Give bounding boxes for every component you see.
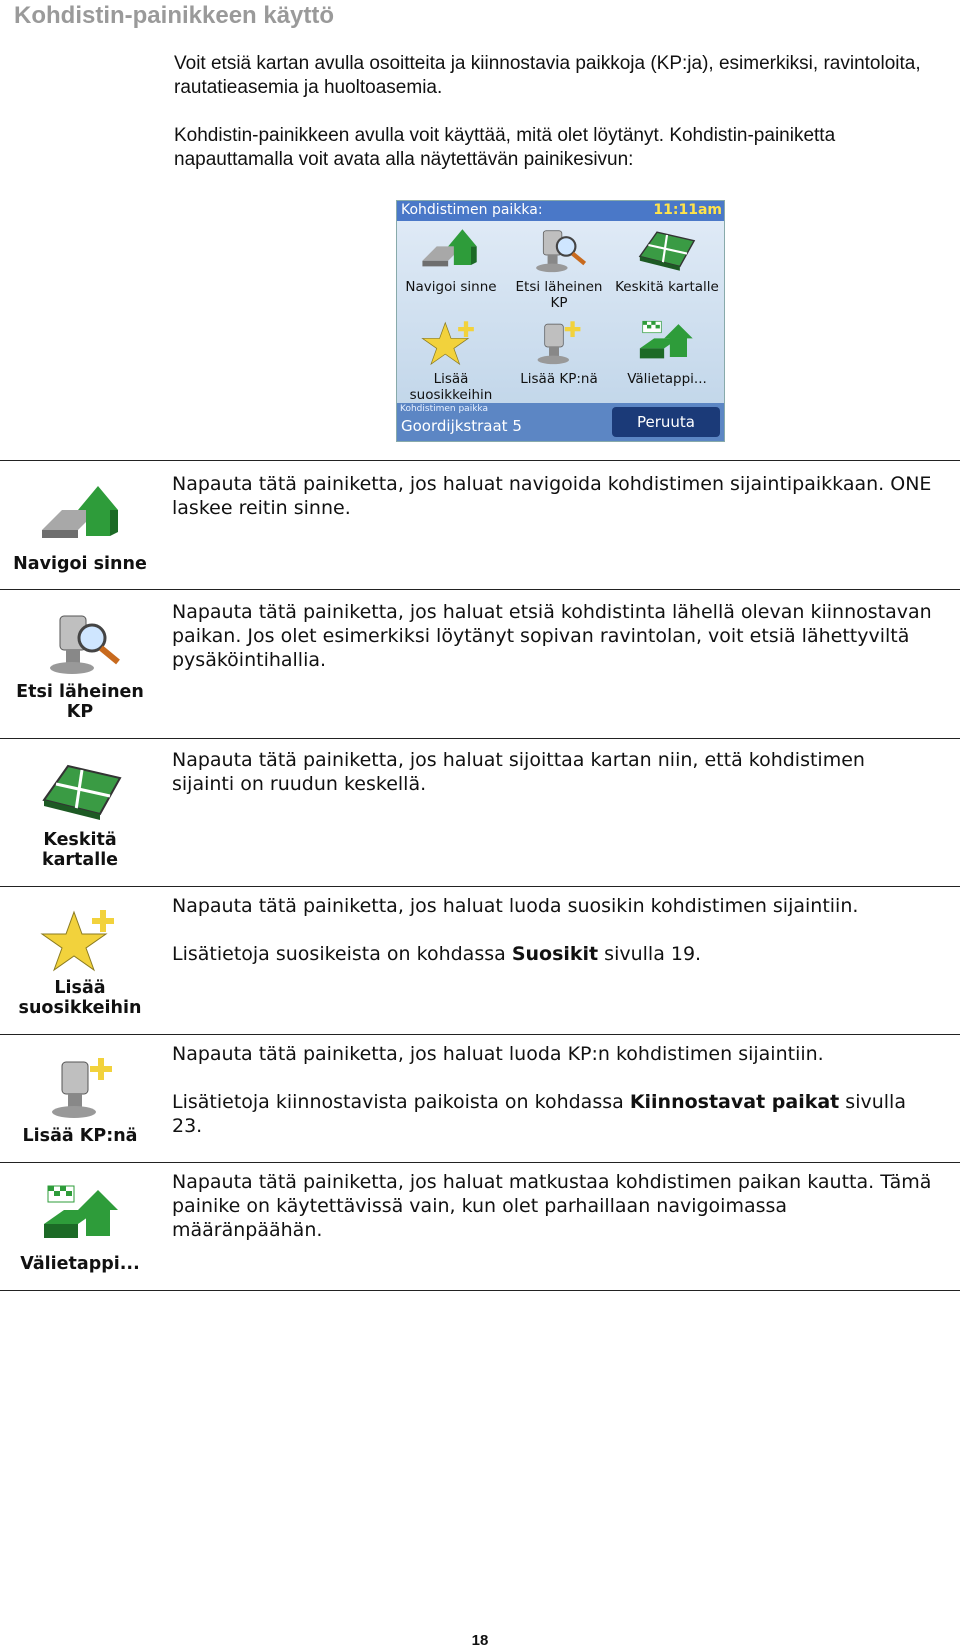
screen-button-center-map[interactable] [613,225,721,295]
item-text-waypoint: Napauta tätä painiketta, jos haluat matkustaa kohdistimen paikan kautta. Tämä painike on käytettävissä vain, kun olet parhaillaan navigoimassa määränpäähän. [172,1171,932,1241]
screen-title: Kohdistimen paikka: [401,202,543,218]
cancel-button[interactable]: Peruuta [612,407,720,437]
text-run: sivulla 23. [172,1091,906,1137]
screen-button-label: Etsi läheinen KP [515,279,603,311]
item-text-add-favorite-more [172,942,932,966]
item-label-find-poi: Etsi läheinen KP [16,682,144,722]
center-map-icon [38,756,126,826]
item-label-add-poi: Lisää KP:nä [22,1126,138,1146]
screen-title-bar [397,201,724,221]
navigate-arrow-icon [38,480,126,550]
text-run: Lisätietoja suosikeista on kohdassa [172,943,512,965]
waypoint-flag-icon [635,317,699,367]
divider [0,460,960,461]
waypoint-flag-icon [38,1180,126,1250]
item-label-navigate: Navigoi sinne [13,554,147,574]
item-text-navigate: Napauta tätä painiketta, jos haluat navigoida kohdistimen sijaintipaikkaan. ONE laskee reitin sinne. [172,473,932,519]
item-label-add-favorite: Lisää suosikkeihin [18,978,142,1018]
divider [0,886,960,887]
navigate-arrow-icon [419,225,483,275]
link-poi: Kiinnostavat paikat [629,1091,840,1113]
screen-button-label: Navigoi sinne [405,279,497,295]
divider [0,1162,960,1163]
page-number: 18 [471,1632,489,1649]
star-plus-icon [38,904,126,974]
text-run: sivulla 19. [598,943,702,965]
item-text-find-poi: Napauta tätä painiketta, jos haluat etsiä kohdistinta lähellä olevan kiinnostavan paikan. Jos olet esimerkiksi löytänyt sopivan ravintolan, voit etsiä lähettyviltä pysäköintihallia. [172,601,932,671]
divider [0,1290,960,1291]
screen-button-waypoint[interactable] [613,317,721,387]
divider [0,589,960,590]
intro-paragraph-1: Voit etsiä kartan avulla osoitteita ja kiinnostavia paikkoja (KP:ja), esimerkiksi, ravintoloita, rautatieasemia ja huoltoasemia. [174,53,921,98]
screen-button-label: Lisää suosikkeihin [409,371,493,403]
link-favorites: Suosikit [511,943,599,965]
item-label-center-map: Keskitä kartalle [41,830,119,870]
poi-search-icon [527,225,591,275]
poi-search-icon [38,608,126,678]
screen-button-grid [397,221,724,403]
item-text-center-map: Napauta tätä painiketta, jos haluat sijoittaa kartan niin, että kohdistimen sijainti on ruudun keskellä. [172,749,865,795]
screen-button-add-favorite[interactable] [397,317,505,403]
text-run: Lisätietoja kiinnostavista paikoista on kohdassa [172,1091,630,1113]
star-plus-icon [419,317,483,367]
item-text-add-poi: Napauta tätä painiketta, jos haluat luoda KP:n kohdistimen sijaintiin. [172,1043,824,1065]
item-label-waypoint: Välietappi... [20,1254,140,1274]
page-title: Kohdistin-painikkeen käyttö [14,2,335,29]
device-screen [396,200,725,442]
intro-paragraph-2: Kohdistin-painikkeen avulla voit käyttää, mitä olet löytänyt. Kohdistin-painiketta napauttamalla voit avata alla näytettävän painikesivun: [174,125,836,170]
screen-footer-address: Goordijkstraat 5 [401,417,522,435]
screen-button-label: Keskitä kartalle [615,279,719,295]
item-text-add-favorite: Napauta tätä painiketta, jos haluat luoda suosikin kohdistimen sijaintiin. [172,895,859,917]
screen-time: 11:11am [653,202,722,218]
screen-footer-label: Kohdistimen paikka [400,404,488,414]
screen-button-find-poi[interactable] [505,225,613,311]
center-map-icon [635,225,699,275]
screen-button-add-poi[interactable] [505,317,613,387]
screen-button-label: Välietappi... [627,371,707,387]
poi-plus-icon [527,317,591,367]
item-text-add-poi-more [172,1090,932,1138]
screen-footer [397,403,724,441]
screen-button-navigate[interactable] [397,225,505,295]
divider [0,1034,960,1035]
screen-button-label: Lisää KP:nä [520,371,598,387]
divider [0,738,960,739]
poi-plus-icon [38,1052,126,1122]
